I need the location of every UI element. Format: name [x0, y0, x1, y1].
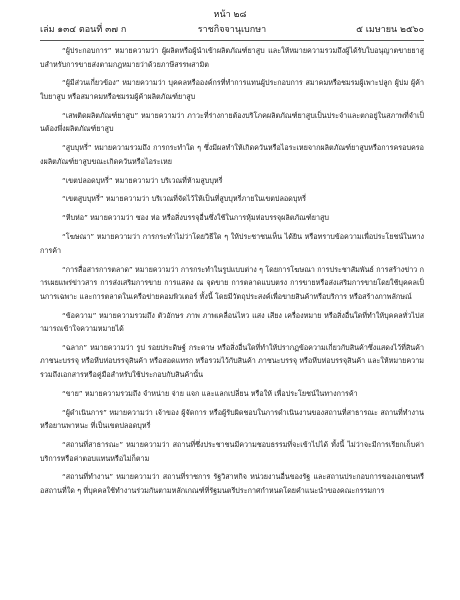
definition-paragraph: “สูบบุหรี่” หมายความรวมถึง การกระทำใด ๆ ซึ่งมีผลทำให้เกิดควันหรือไอระเหยจากผลิตภัณฑ์ยาสูบหรือการครอบครองผลิตภัณฑ์ยาสูบขณะเกิดควันหรือไอระเหย [40, 143, 424, 166]
definition-paragraph: “ขาย” หมายความรวมถึง จำหน่าย จ่าย แจก และแลกเปลี่ยน หรือให้ เพื่อประโยชน์ในทางการค้า [62, 388, 358, 398]
definition-paragraph: “ผู้ดำเนินการ” หมายความว่า เจ้าของ ผู้จัดการ หรือผู้รับผิดชอบในการดำเนินงานของสถานที่สาธารณะ สถานที่ทำงาน หรือยานพาหนะ ที่เป็นเขตปลอดบุหรี่ [40, 407, 424, 431]
definition-paragraph: “ผู้มีส่วนเกี่ยวข้อง” หมายความว่า บุคคลหรือองค์กรที่ทำการแทนผู้ประกอบการ สมาคมหรือชมรมผู้เพาะปลูก ผู้บ่ม ผู้ค้าใบยาสูบ หรือสมาคมหรือชมรมผู้ค้าผลิตภัณฑ์ยาสูบ [40, 78, 424, 101]
definition-paragraph: “เสพติดผลิตภัณฑ์ยาสูบ” หมายความว่า ภาวะที่ร่างกายต้องบริโภคผลิตภัณฑ์ยาสูบเป็นประจำและตกอยู่ในสภาพที่จำเป็นต้องพึ่งผลิตภัณฑ์ยาสูบ [40, 110, 424, 134]
definition-paragraph: “การสื่อสารการตลาด” หมายความว่า การกระทำในรูปแบบต่าง ๆ โดยการโฆษณา การประชาสัมพันธ์ การสร้างข่าว การเผยแพร่ข่าวสาร การส่งเสริมการขาย การแสดง ณ จุดขาย การตลาดแบบตรง การขายหรือส่งเสริมการขายโดยใช้บุคคลเป็นการเฉพาะ และการตลาดในเครือข่ายคอมพิวเตอร์ ทั้งนี้ โดยมีวัตถุประสงค์เพื่อขายสินค้าหรือบริการ หรือสร้างภาพลักษณ์ [40, 264, 424, 301]
definition-paragraph: “ผู้ประกอบการ” หมายความว่า ผู้ผลิตหรือผู้นำเข้าผลิตภัณฑ์ยาสูบ และให้หมายความรวมถึงผู้ได้รับใบอนุญาตขายยาสูบสำหรับการขายส่งตามกฎหมายว่าด้วยภาษีสรรพสามิต [40, 46, 424, 69]
volume-issue: เล่ม ๑๓๔ ตอนที่ ๓๗ ก [40, 25, 127, 35]
page-header [40, 23, 424, 37]
publication-date: ๕ เมษายน ๒๕๖๐ [356, 25, 424, 35]
definition-paragraph: “หีบห่อ” หมายความว่า ซอง ห่อ หรือสิ่งบรรจุอื่นซึ่งใช้ในการหุ้มห่อบรรจุผลิตภัณฑ์ยาสูบ [62, 213, 329, 223]
definition-paragraph: “ฉลาก” หมายความว่า รูป รอยประดิษฐ์ กระดาษ หรือสิ่งอื่นใดที่ทำให้ปรากฏข้อความเกี่ยวกับสินค้าซึ่งแสดงไว้ที่สินค้า ภาชนะบรรจุ หรือหีบห่อบรรจุสินค้า หรือสอดแทรก หรือรวมไว้กับสินค้า ภาชนะบรรจุ หรือหีบห่อบรรจุสินค้า และให้หมายความรวมถึงเอกสารหรือคู่มือสำหรับใช้ประกอบกับสินค้านั้น [40, 342, 424, 379]
definition-paragraph: “สถานที่สาธารณะ” หมายความว่า สถานที่ซึ่งประชาชนมีความชอบธรรมที่จะเข้าไปได้ ทั้งนี้ ไม่ว่าจะมีการเรียกเก็บค่าบริการหรือค่าตอบแทนหรือไม่ก็ตาม [40, 440, 424, 463]
definition-paragraph: “เขตสูบบุหรี่” หมายความว่า บริเวณที่จัดไว้ให้เป็นที่สูบบุหรี่ภายในเขตปลอดบุหรี่ [62, 194, 307, 204]
document-body [40, 44, 424, 503]
definition-paragraph: “ข้อความ” หมายความรวมถึง ตัวอักษร ภาพ ภาพเคลื่อนไหว แสง เสียง เครื่องหมาย หรือสิ่งอื่นใดที่ทำให้บุคคลทั่วไปสามารถเข้าใจความหมายได้ [40, 310, 424, 334]
gazette-title: ราชกิจจานุเบกษา [197, 25, 267, 35]
definition-paragraph: “เขตปลอดบุหรี่” หมายความว่า บริเวณที่ห้ามสูบบุหรี่ [62, 175, 223, 185]
header-divider [40, 40, 424, 41]
page-number: หน้า ๒๘ [213, 10, 247, 20]
definition-paragraph: “สถานที่ทำงาน” หมายความว่า สถานที่ราชการ รัฐวิสาหกิจ หน่วยงานอื่นของรัฐ และสถานประกอบการของเอกชนหรือสถานที่ใด ๆ ที่บุคคลใช้ทำงานร่วมกันตามหลักเกณฑ์ที่รัฐมนตรีประกาศกำหนดโดยคำแนะนำของคณะกรรมการ [40, 472, 424, 495]
definition-paragraph: “โฆษณา” หมายความว่า การกระทำไม่ว่าโดยวิธีใด ๆ ให้ประชาชนเห็น ได้ยิน หรือทราบข้อความเพื่อประโยชน์ในทางการค้า [40, 232, 424, 255]
